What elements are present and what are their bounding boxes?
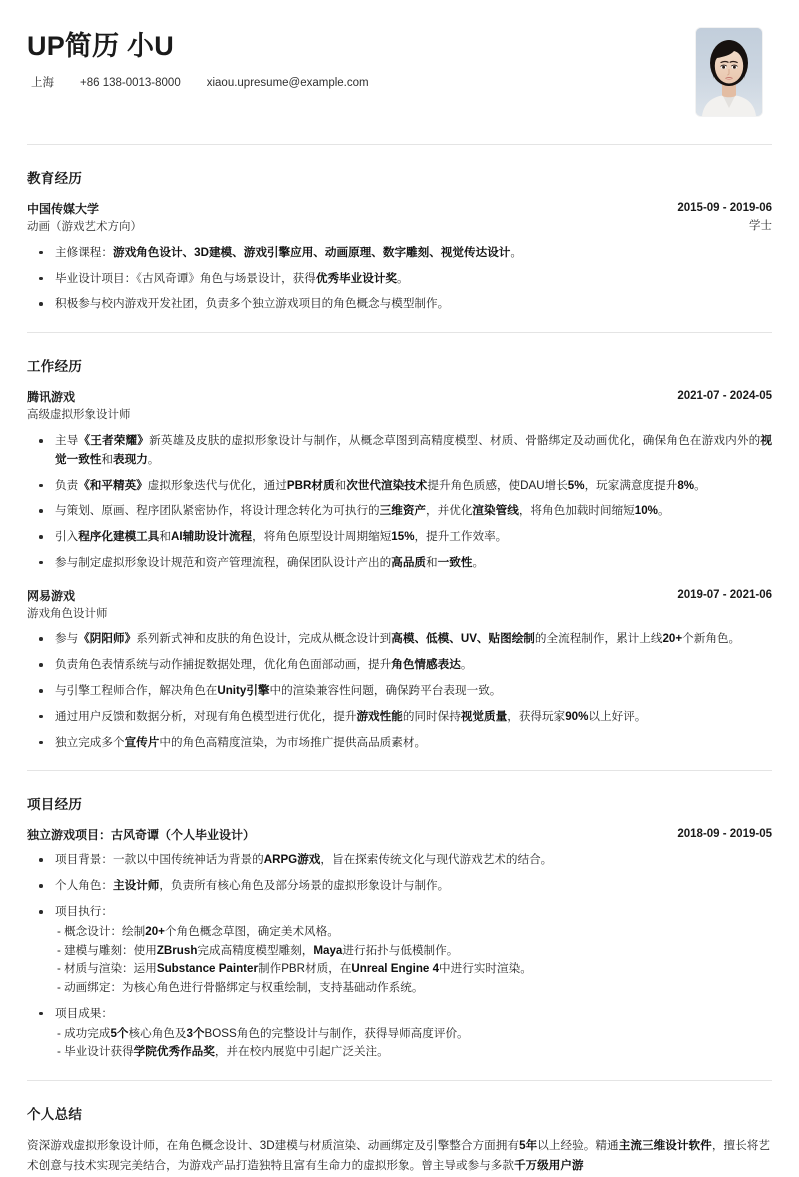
bullet-item: 负责角色表情系统与动作捕捉数据处理，优化角色面部动画，提升角色情感表达。 (27, 656, 772, 675)
section-projects (27, 787, 772, 1062)
bullet-group-label: 项目成果： (55, 1006, 113, 1020)
contact-info-row (27, 75, 696, 91)
bullet-item: 参与《阴阳师》系列新式神和皮肤的角色设计，完成从概念设计到高模、低模、UV、贴图绘制的全流程制作，累计上线20+个新角色。 (27, 630, 772, 649)
entry-header (27, 826, 772, 844)
entry-header (27, 200, 772, 237)
resume-header (27, 22, 772, 126)
bullet-sub-line: - 概念设计：绘制20+个角色概念草图，确定美术风格。 (57, 924, 339, 938)
bullet-sub-line: - 毕业设计获得学院优秀作品奖，并在校内展览中引起广泛关注。 (57, 1045, 389, 1059)
project-bullet-list (27, 851, 772, 1062)
entry-header (27, 587, 772, 624)
project-date-range: 2018-09 - 2019-05 (677, 828, 772, 841)
entry-header-left (27, 826, 255, 844)
bullet-sub-line: - 动画绑定：为核心角色进行骨骼绑定与权重绘制，支持基础动作系统。 (57, 981, 424, 995)
bullet-item: 引入程序化建模工具和AI辅助设计流程，将角色原型设计周期缩短15%，提升工作效率。 (27, 528, 772, 547)
divider (27, 770, 772, 771)
header-identity-block (27, 28, 696, 91)
bullet-item: 与策划、原画、程序团队紧密协作，将设计理念转化为可执行的三维资产，并优化渲染管线，将角色加载时间缩短10%。 (27, 502, 772, 521)
entry-header-right (677, 587, 772, 604)
contact-phone: +86 138-0013-8000 (80, 77, 181, 90)
entry-header-right (677, 826, 772, 843)
bullet-sub-lines (55, 1025, 772, 1063)
project-entry (27, 826, 772, 1062)
job-title: 高级虚拟形象设计师 (27, 409, 131, 422)
entry-header-left (27, 388, 131, 425)
avatar (696, 28, 762, 116)
divider (27, 1080, 772, 1081)
section-education (27, 161, 772, 314)
contact-location: 上海 (31, 77, 54, 90)
education-bullet-list (27, 244, 772, 314)
bullet-item: 与引擎工程师合作，解决角色在Unity引擎中的渲染兼容性问题，确保跨平台表现一致。 (27, 682, 772, 701)
work-date-range: 2021-07 - 2024-05 (677, 390, 772, 403)
work-bullet-list (27, 630, 772, 752)
bullet-item: 主导《王者荣耀》新英雄及皮肤的虚拟形象设计与制作，从概念草图到高精度模型、材质、骨骼绑定及动画优化，确保角色在游戏内外的视觉一致性和表现力。 (27, 432, 772, 470)
work-date-range: 2019-07 - 2021-06 (677, 588, 772, 601)
company-name: 腾讯游戏 (27, 390, 76, 405)
divider (27, 144, 772, 145)
section-title-education: 教育经历 (27, 171, 83, 186)
bullet-item: 参与制定虚拟形象设计规范和资产管理流程，确保团队设计产出的高品质和一致性。 (27, 554, 772, 573)
entry-header-left (27, 200, 142, 237)
contact-email: xiaou.upresume@example.com (206, 77, 369, 90)
entry-header-right (677, 200, 772, 236)
section-title-projects: 项目经历 (27, 797, 83, 813)
bullet-sub-line: - 成功完成5个核心角色及3个BOSS角色的完整设计与制作，获得导师高度评价。 (57, 1026, 469, 1040)
summary-paragraph: 资深游戏虚拟形象设计师，在角色概念设计、3D建模与材质渲染、动画绑定及引擎整合方面拥有5年以上经验。精通主流三维设计软件，擅长将艺术创意与技术实现完美结合，为游戏产品打造独特且富有生命力的虚拟形象。曾主导或参与多款千万级用户游 (27, 1139, 770, 1173)
section-title-work: 工作经历 (27, 359, 83, 375)
section-summary (27, 1097, 772, 1177)
section-title-summary: 个人总结 (27, 1107, 83, 1123)
school-name: 中国传媒大学 (27, 202, 100, 216)
section-work (27, 349, 772, 752)
education-entry (27, 200, 772, 314)
degree-label: 学士 (749, 220, 772, 233)
bullet-sub-line: - 材质与渲染：运用Substance Painter制作PBR材质，在Unreal Engine 4中进行实时渲染。 (57, 962, 532, 976)
job-title: 游戏角色设计师 (27, 607, 108, 620)
project-name: 独立游戏项目：古风奇谭（个人毕业设计） (27, 828, 256, 843)
bullet-sub-lines (55, 923, 772, 998)
bullet-item: 项目背景：一款以中国传统神话为背景的ARPG游戏，旨在探索传统文化与现代游戏艺术的结合。 (27, 851, 772, 870)
bullet-group-label: 项目执行： (55, 904, 113, 918)
bullet-item: 个人角色：主设计师，负责所有核心角色及部分场景的虚拟形象设计与制作。 (27, 877, 772, 896)
bullet-group (27, 1005, 772, 1062)
divider (27, 332, 772, 333)
entry-header-left (27, 587, 108, 624)
bullet-item: 主修课程：游戏角色设计、3D建模、游戏引擎应用、动画原理、数字雕刻、视觉传达设计。 (27, 244, 772, 263)
bullet-sub-line: - 建模与雕刻：使用ZBrush完成高精度模型雕刻，Maya进行拓扑与低模制作。 (57, 943, 459, 957)
entry-header (27, 388, 772, 425)
bullet-group (27, 903, 772, 998)
bullet-item: 负责《和平精英》虚拟形象迭代与优化，通过PBR材质和次世代渲染技术提升角色质感，使DAU增长5%，玩家满意度提升8%。 (27, 477, 772, 496)
work-entry-netease (27, 587, 772, 753)
entry-header-right (677, 388, 772, 405)
bullet-item: 通过用户反馈和数据分析，对现有角色模型进行优化，提升游戏性能的同时保持视觉质量，获得玩家90%以上好评。 (27, 708, 772, 727)
major-name: 动画（游戏艺术方向） (27, 221, 142, 233)
bullet-item: 积极参与校内游戏开发社团，负责多个独立游戏项目的角色概念与模型制作。 (27, 295, 772, 314)
work-entry-tencent (27, 388, 772, 573)
portrait-photo-icon (696, 28, 762, 116)
page-title: UP简历 小U (27, 31, 174, 61)
bullet-item: 独立完成多个宣传片中的角色高精度渲染，为市场推广提供高品质素材。 (27, 734, 772, 753)
company-name: 网易游戏 (27, 588, 76, 603)
work-bullet-list (27, 432, 772, 573)
education-date-range: 2015-09 - 2019-06 (677, 202, 772, 214)
bullet-item: 毕业设计项目：《古风奇谭》角色与场景设计，获得优秀毕业设计奖。 (27, 270, 772, 289)
